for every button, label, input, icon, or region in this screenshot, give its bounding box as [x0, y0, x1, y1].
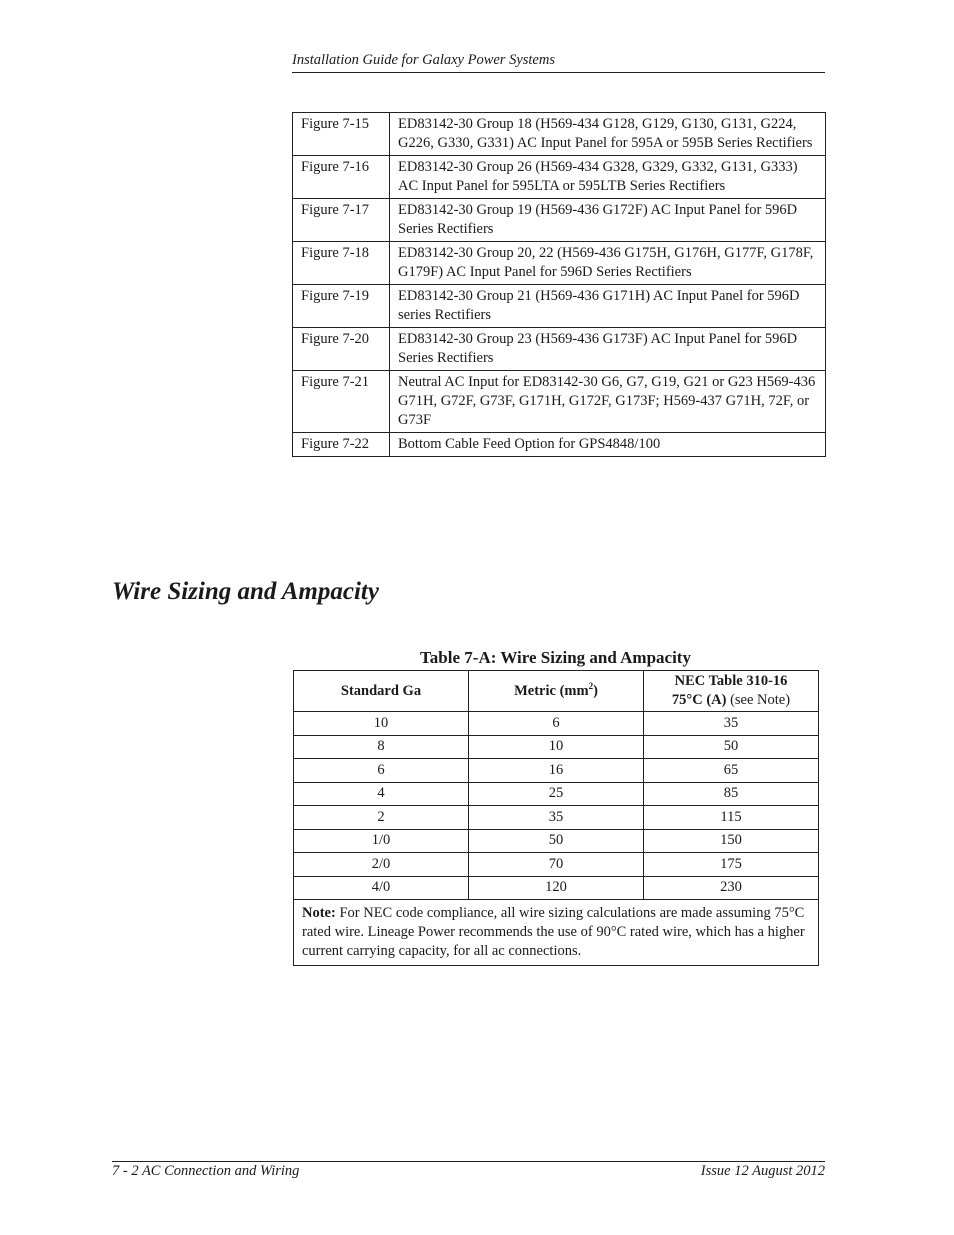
cell-ampacity: 175	[644, 853, 819, 877]
footer-section: 7 - 2 AC Connection and Wiring	[112, 1163, 300, 1179]
cell-ampacity: 150	[644, 829, 819, 853]
header-metric: Metric $(mm^2)$	[469, 671, 644, 712]
cell-standard-ga: 2	[294, 806, 469, 830]
cell-ampacity: 115	[644, 806, 819, 830]
table-row	[294, 782, 819, 806]
note-row	[294, 900, 819, 966]
figure-list-row	[293, 371, 826, 433]
figure-description: ED83142-30 Group 20, 22 (H569-436 G175H, G176H, G177F, G178F, G179F) AC Input Panel for 596D Series Rectifiers	[390, 242, 826, 285]
table-row	[294, 829, 819, 853]
figure-number: Figure 7-16	[293, 156, 390, 199]
footer-issue: Issue 12 August 2012	[700, 1163, 825, 1179]
cell-ampacity: 65	[644, 759, 819, 783]
table-row	[294, 806, 819, 830]
figure-number: Figure 7-15	[293, 113, 390, 156]
cell-metric: 16	[469, 759, 644, 783]
cell-standard-ga: 4/0	[294, 876, 469, 900]
table-note: Note: For NEC code compliance, all wire sizing calculations are made assuming 75°C rated wire. Lineage Power recommends the use of 90°C rated wire, which has a higher current carrying capacity, for all ac connections.	[294, 900, 819, 966]
figure-list-row	[293, 113, 826, 156]
figure-list-row	[293, 285, 826, 328]
cell-standard-ga: 8	[294, 735, 469, 759]
figure-list-row	[293, 242, 826, 285]
figure-number: Figure 7-20	[293, 328, 390, 371]
table-row	[294, 735, 819, 759]
cell-standard-ga: 1/0	[294, 829, 469, 853]
table-row	[294, 759, 819, 783]
figure-number: Figure 7-21	[293, 371, 390, 433]
wire-sizing-table	[293, 670, 819, 966]
figure-description: ED83142-30 Group 18 (H569-434 G128, G129, G130, G131, G224, G226, G330, G331) AC Input Panel for 595A or 595B Series Rectifiers	[390, 113, 826, 156]
figure-description: Bottom Cable Feed Option for GPS4848/100	[390, 433, 826, 457]
table-row	[294, 853, 819, 877]
figure-description: ED83142-30 Group 23 (H569-436 G173F) AC Input Panel for 596D Series Rectifiers	[390, 328, 826, 371]
figure-number: Figure 7-18	[293, 242, 390, 285]
header-rule	[292, 72, 825, 73]
figure-description: Neutral AC Input for ED83142-30 G6, G7, G19, G21 or G23 H569-436 G71H, G72F, G73F, G171H, G172F, G173F; H569-437 G71H, 72F, or G73F	[390, 371, 826, 433]
cell-metric: 50	[469, 829, 644, 853]
cell-metric: 10	[469, 735, 644, 759]
cell-ampacity: 50	[644, 735, 819, 759]
cell-standard-ga: 10	[294, 712, 469, 736]
table-header-row	[294, 671, 819, 712]
figure-list-table	[292, 112, 826, 457]
figure-list-row	[293, 199, 826, 242]
cell-ampacity: 85	[644, 782, 819, 806]
table-row	[294, 712, 819, 736]
cell-ampacity: 230	[644, 876, 819, 900]
cell-metric: 120	[469, 876, 644, 900]
figure-list-row	[293, 156, 826, 199]
figure-number: Figure 7-19	[293, 285, 390, 328]
running-header: Installation Guide for Galaxy Power Systems	[292, 52, 555, 68]
cell-metric: 35	[469, 806, 644, 830]
footer-rule	[112, 1161, 825, 1162]
cell-metric: 25	[469, 782, 644, 806]
figure-description: ED83142-30 Group 26 (H569-434 G328, G329, G332, G131, G333) AC Input Panel for 595LTA or 595LTB Series Rectifiers	[390, 156, 826, 199]
cell-standard-ga: 4	[294, 782, 469, 806]
cell-metric: 70	[469, 853, 644, 877]
figure-description: ED83142-30 Group 19 (H569-436 G172F) AC Input Panel for 596D Series Rectifiers	[390, 199, 826, 242]
cell-ampacity: 35	[644, 712, 819, 736]
figure-list-row	[293, 328, 826, 371]
cell-metric: 6	[469, 712, 644, 736]
cell-standard-ga: 2/0	[294, 853, 469, 877]
table-row	[294, 876, 819, 900]
header-nec-ampacity: NEC Table 310-16 75°C (A) (see Note)	[644, 671, 819, 712]
section-heading: Wire Sizing and Ampacity	[112, 578, 379, 605]
figure-list-row	[293, 433, 826, 457]
figure-number: Figure 7-22	[293, 433, 390, 457]
figure-description: ED83142-30 Group 21 (H569-436 G171H) AC Input Panel for 596D series Rectifiers	[390, 285, 826, 328]
header-standard-ga: Standard Ga	[294, 671, 469, 712]
cell-standard-ga: 6	[294, 759, 469, 783]
figure-number: Figure 7-17	[293, 199, 390, 242]
table-caption: Table 7-A: Wire Sizing and Ampacity	[420, 648, 691, 667]
